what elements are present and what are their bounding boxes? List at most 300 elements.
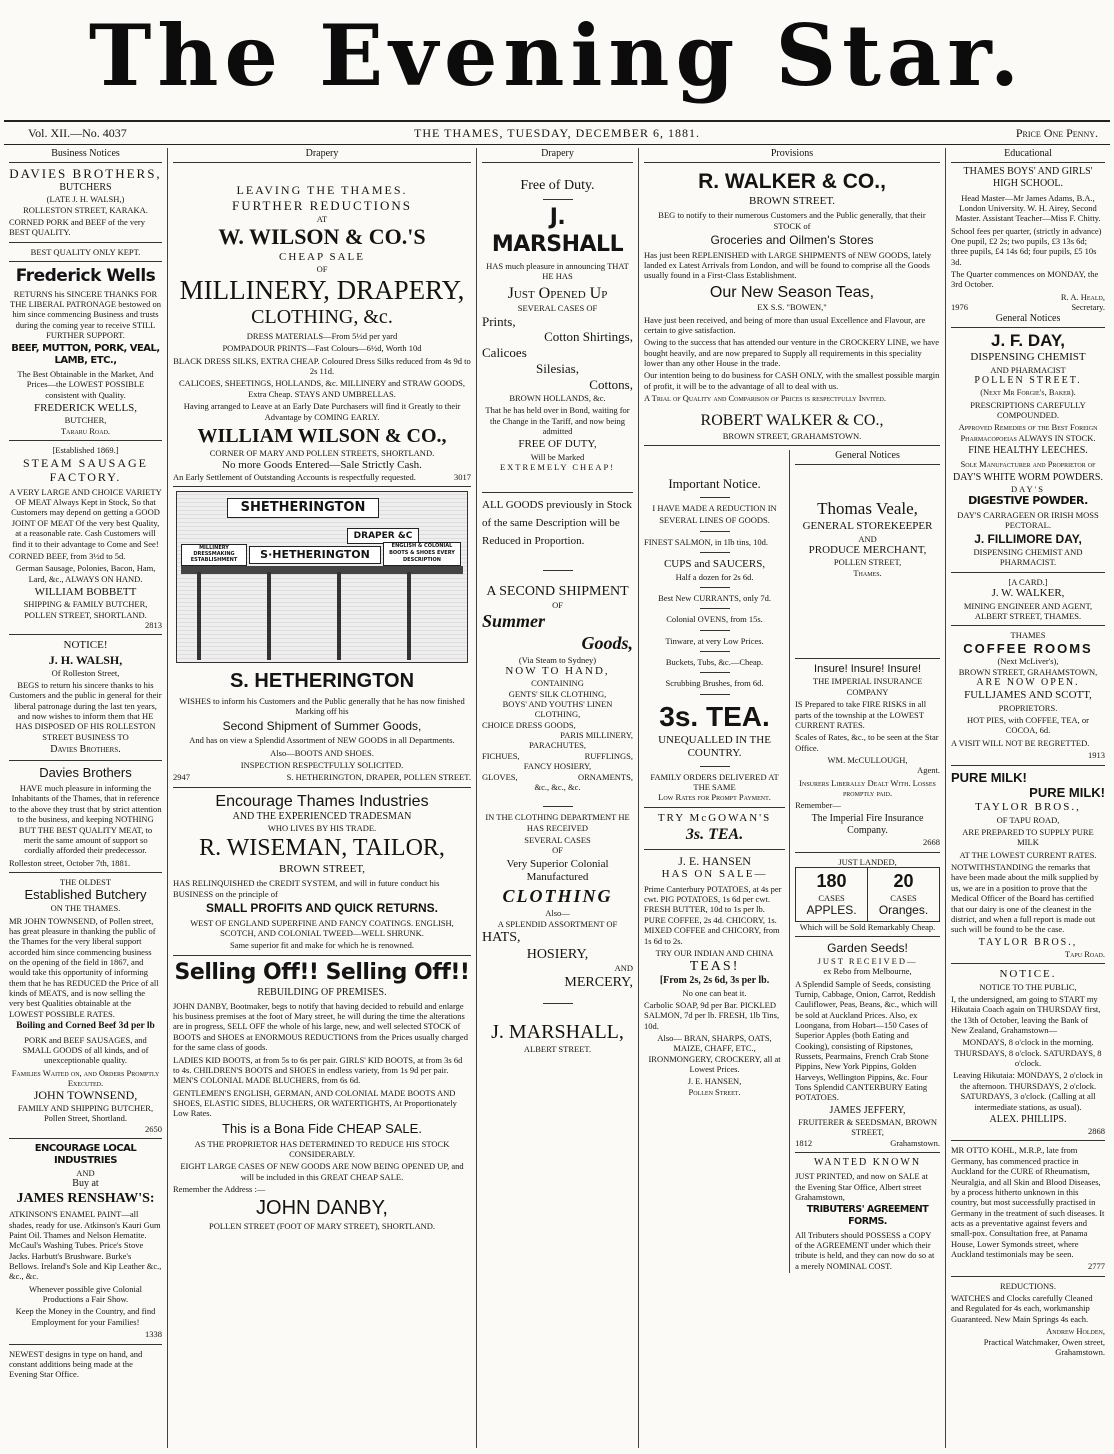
ad-text: INSPECTION RESPECTFULLY SOLICITED. bbox=[240, 759, 404, 770]
store-sign: SHETHERINGTON bbox=[227, 498, 379, 518]
ad-text: Just Opened Up bbox=[507, 284, 608, 302]
ad-text: Davies Brothers. bbox=[50, 744, 121, 756]
ad-text: FAMILY AND SHIPPING BUTCHER, Pollen Street, Shortland. bbox=[17, 1103, 154, 1124]
ad-text: Goods, bbox=[581, 632, 633, 653]
ad-text: AND PHARMACIST bbox=[990, 364, 1066, 375]
ad-text: HAS much pleasure in announcing THAT HE HAS bbox=[486, 260, 629, 282]
ad-text: TRY McGOWAN'S bbox=[657, 811, 772, 824]
ad-text: Established Butchery bbox=[24, 887, 147, 903]
ad-text: J. MARSHALL, bbox=[491, 1020, 624, 1043]
ad-text: 180 bbox=[816, 870, 847, 891]
ad-text: WHO LIVES BY HIS TRADE. bbox=[267, 823, 377, 834]
ad-text: TAYLOR BROS., bbox=[975, 801, 1081, 814]
ad-text: HATS, bbox=[482, 930, 521, 946]
ad-text: Rolleston street, October 7th, 1881. bbox=[9, 857, 131, 868]
ad-text: J. E. HANSEN, bbox=[687, 1076, 742, 1087]
ad-text: BROWN STREET, GRAHAMSTOWN, bbox=[958, 666, 1098, 677]
ad-text: LEAVING THE THAMES. bbox=[236, 183, 408, 198]
fruit-table bbox=[795, 867, 940, 922]
ad-text: Important Notice. bbox=[668, 476, 761, 492]
ad-text: APPLES. bbox=[806, 903, 857, 918]
section-header: Business Notices bbox=[9, 148, 162, 163]
ad-text: DAY'S bbox=[1011, 483, 1045, 494]
ad-text: Groceries and Oilmen's Stores bbox=[710, 232, 874, 247]
ad-text: EXTREMELY CHEAP! bbox=[499, 462, 616, 473]
ad-wells-title: Frederick Wells bbox=[15, 266, 156, 287]
storefront-illustration bbox=[176, 491, 468, 663]
ad-text: Free of Duty. bbox=[520, 178, 595, 194]
ad-text: SMALL PROFITS AND QUICK RETURNS. bbox=[205, 901, 438, 916]
ad-text: JAMES RENSHAW'S: bbox=[16, 1191, 155, 1207]
ad-text: JOHN DANBY, bbox=[256, 1197, 388, 1220]
ad-text: PURE MILK! bbox=[951, 769, 1027, 785]
ad-number: 2868 bbox=[1088, 1126, 1105, 1137]
ad-text: [From 2s, 2s 6d, 3s per lb. bbox=[659, 975, 770, 987]
ad-text: HOSIERY, bbox=[526, 947, 589, 963]
ad-text: NOTICE TO THE PUBLIC, bbox=[979, 981, 1077, 992]
ad-text: (Next McLiver's), bbox=[997, 656, 1059, 667]
ad-walker-title: R. WALKER & CO., bbox=[698, 170, 886, 194]
ad-text: A VERY LARGE AND CHOICE VARIETY OF MEAT Always Kept in Stock, So that Customers may depend on getting a GOOD JOINT OF MEAT Of the very best Quality, at a reasonable rate. Cash Customers will find it to their advantage to Come and See! bbox=[9, 486, 162, 549]
ad-text: Very Superior Colonial Manufactured bbox=[506, 857, 609, 884]
ad-text: BEG to notify to their numerous Customers and the Public generally, that their STOCK of bbox=[658, 210, 926, 231]
ad-text: Scrubbing Brushes, from 6d. bbox=[665, 678, 764, 689]
ad-text: ALL GOODS previously in Stock of the same Description will be Reduced in Proportion. bbox=[482, 499, 632, 547]
ad-text: UNEQUALLED IN THE COUNTRY. bbox=[658, 733, 771, 760]
subcolumn-general-notices bbox=[790, 450, 940, 1273]
ad-text: CUPS and SAUCERS, bbox=[663, 558, 766, 571]
ad-text: HAS ON SALE— bbox=[661, 868, 768, 881]
ad-text: (LATE J. H. WALSH,) bbox=[46, 194, 125, 205]
ad-text: DRESS MATERIALS—From 5½d per yard bbox=[246, 331, 398, 342]
ad-text: 20 bbox=[893, 870, 914, 891]
ad-text: BOYS' AND YOUTHS' LINEN CLOTHING, bbox=[502, 698, 613, 720]
ad-text: BEST QUALITY ONLY KEPT. bbox=[30, 246, 141, 257]
ad-text: [Established 1869.] bbox=[52, 445, 119, 456]
ad-text: GENERAL STOREKEEPER bbox=[802, 520, 933, 533]
ad-text: I, the undersigned, am going to START my Hikutaia Coach again on THURSDAY first, the 13th of October, leaving the Bank of New Zealand, Grahamstown— bbox=[951, 993, 1101, 1036]
ad-text: BROWN STREET, GRAHAMSTOWN. bbox=[722, 430, 862, 441]
ad-text: IN THE CLOTHING DEPARTMENT HE HAS RECEIVED bbox=[485, 812, 630, 833]
ad-text: HOT PIES, with COFFEE, TEA, or COCOA, 6d. bbox=[966, 715, 1089, 736]
ad-text: HAVE much pleasure in informing the Inhabitants of the Thames, that in reference to the above they trust that by strict attention to the business, and keeping NOTHING BUT THE BEST QUALITY MEAT, to merit the same amount of support so cordially afforded their predecessor. bbox=[9, 783, 162, 856]
section-header: General Notices bbox=[951, 313, 1105, 328]
ad-text: Having arranged to Leave at an Early Date Purchasers will find it Greatly to their Advantage by COMING EARLY. bbox=[183, 401, 461, 422]
ad-text: Best New CURRANTS, only 7d. bbox=[658, 592, 771, 603]
ad-text: Grahamstown. bbox=[890, 1137, 940, 1148]
ad-text: TEAS! bbox=[689, 959, 740, 975]
ad-number: 1976 bbox=[951, 302, 968, 313]
store-sign: MILLINERY DRESSMAKING ESTABLISHMENT bbox=[181, 544, 247, 566]
ad-text: ROLLESTON STREET, KARAKA. bbox=[23, 204, 148, 215]
ad-text: Practical Watchmaker, Owen street, Grahamstown. bbox=[983, 1336, 1105, 1357]
ad-text: Pollen Street. bbox=[688, 1086, 741, 1097]
ad-text: Families Waited on, and Orders Promptly Executed. bbox=[11, 1067, 160, 1089]
ad-text: ROBERT WALKER & CO., bbox=[700, 412, 884, 430]
column-educational bbox=[946, 148, 1110, 1450]
ad-text: CLOTHING bbox=[502, 886, 613, 907]
ad-text: Calicoes bbox=[482, 345, 527, 361]
store-sign: S·HETHERINGTON bbox=[249, 546, 381, 564]
ad-text: BLACK DRESS SILKS, EXTRA CHEAP. Coloured Dress Silks reduced from 4s 9d to 2s 11d. bbox=[173, 355, 471, 377]
ad-text: POLLEN STREET (FOOT OF MARY STREET), SHORTLAND. bbox=[208, 1220, 435, 1231]
ad-text: ARE PREPARED TO SUPPLY PURE MILK bbox=[962, 827, 1094, 848]
ad-text: WATCHES and Clocks carefully Cleaned and Regulated for 4s each, workmanship Guaranteed. New Main Springs 4s each. bbox=[951, 1293, 1093, 1324]
ad-text: GENTLEMEN'S ENGLISH, GERMAN, AND COLONIAL MADE BOOTS AND SHOES, ELASTIC SIDES, BLUCHERS, OR WATERTIGHTS, At Proportionately Low Rates. bbox=[173, 1087, 457, 1119]
ad-text: 3s. TEA. bbox=[685, 826, 744, 844]
ad-number: 2777 bbox=[1088, 1261, 1105, 1272]
ad-text: BROWN HOLLANDS, &c. bbox=[509, 392, 606, 403]
ad-text: CONTAINING bbox=[531, 678, 584, 689]
ad-text: POLLEN STREET. bbox=[974, 375, 1082, 387]
ad-number: 2668 bbox=[923, 837, 940, 848]
ad-text: OF bbox=[316, 264, 328, 275]
ad-text: ex Rebo from Melbourne, bbox=[823, 966, 912, 977]
ad-text: OF bbox=[552, 845, 563, 856]
ad-text: S. HETHERINGTON, DRAPER, POLLEN STREET. bbox=[286, 772, 471, 783]
ad-text: RETURNS his SINCERE THANKS FOR THE LIBERAL PATRONAGE bestowed on him since commencing Business and trusts during the coming year to receive STILL FURTHER SUPPORT. bbox=[10, 288, 161, 341]
ad-text: Our intention being to do business for CASH ONLY, with the smallest possible margin of profit, it will be to the advantage of all to deal with us. bbox=[644, 370, 940, 391]
ad-text: PROPRIETORS. bbox=[998, 702, 1058, 713]
ad-text: CASES bbox=[890, 892, 917, 903]
ad-text: Buy at bbox=[72, 1177, 99, 1189]
ad-text: FULLJAMES AND SCOTT, bbox=[964, 689, 1092, 702]
ad-number: 1338 bbox=[145, 1329, 162, 1340]
ad-text: Insure! Insure! Insure! bbox=[814, 663, 922, 676]
ad-text: PARIS MILLINERY, bbox=[560, 730, 633, 741]
ad-text: Keep the Money in the Country, and find Employment for your Families! bbox=[15, 1306, 156, 1327]
ad-text: WM. McCULLOUGH, bbox=[827, 754, 908, 765]
ad-text: Garden Seeds! bbox=[827, 941, 908, 956]
ad-text: CHOICE DRESS GOODS, bbox=[482, 719, 576, 730]
ad-text: J. W. WALKER, bbox=[991, 587, 1065, 600]
ad-wiseman-title: R. WISEMAN, TAILOR, bbox=[199, 834, 445, 861]
ad-wilson-title: W. WILSON & CO.'S bbox=[218, 224, 426, 250]
ad-text: ENCOURAGE LOCAL INDUSTRIES bbox=[34, 1143, 137, 1167]
ad-text: Tapu Road. bbox=[1064, 948, 1105, 959]
ad-text: SEVERAL CASES bbox=[524, 834, 591, 845]
ad-text: PURE MILK! bbox=[1029, 785, 1105, 801]
ad-text: AND THE EXPERIENCED TRADESMAN bbox=[232, 811, 412, 823]
ad-text: J. FILLIMORE DAY, bbox=[974, 532, 1082, 547]
ad-text: Oranges. bbox=[878, 903, 929, 918]
store-sign: DRAPER &C bbox=[347, 528, 419, 544]
ad-text: GENTS' SILK CLOTHING, bbox=[508, 688, 607, 699]
ad-text: EX S.S. "BOWEN," bbox=[757, 302, 827, 313]
ad-text: Also— BRAN, SHARPS, OATS, MAIZE, CHAFF, ETC., IRONMONGERY, CROCKERY, all at Lowest Prices. bbox=[648, 1032, 781, 1075]
ad-text: CHEAP SALE bbox=[279, 250, 365, 263]
ad-text: J. E. HANSEN bbox=[678, 853, 751, 868]
ad-text: POLLEN STREET, bbox=[833, 557, 902, 568]
ad-text: REDUCTIONS. bbox=[1000, 1280, 1056, 1291]
section-header: Provisions bbox=[644, 148, 940, 163]
ad-text: MERCERY, bbox=[564, 974, 633, 990]
ad-text: Will be Marked bbox=[530, 451, 585, 462]
ad-text: Tinware, at very Low Prices. bbox=[665, 635, 764, 646]
ad-text: No more Goods Entered—Sale Strictly Cash. bbox=[222, 458, 422, 471]
ad-text: WILLIAM WILSON & CO., bbox=[197, 424, 447, 447]
ad-text: DISPENSING CHEMIST bbox=[970, 351, 1086, 364]
ad-text: ARE NOW OPEN. bbox=[976, 677, 1080, 689]
ad-text: Also—BOOTS AND SHOES. bbox=[270, 747, 374, 758]
ad-text: Remember the Address :— bbox=[173, 1184, 266, 1194]
ad-text: DAY'S WHITE WORM POWDERS. bbox=[953, 471, 1103, 483]
ad-text: AT bbox=[316, 213, 328, 224]
ad-text: JUST PRINTED, and now on SALE at the Evening Star Office, Albert street Grahamstown, bbox=[795, 1171, 928, 1202]
ad-number: 1913 bbox=[1088, 750, 1105, 761]
ad-text: Secretary. bbox=[1071, 302, 1105, 313]
ad-text: AND bbox=[614, 963, 633, 974]
ad-text: OF bbox=[552, 600, 563, 611]
ad-text: Our New Season Teas, bbox=[709, 283, 875, 301]
section-header: Educational bbox=[951, 148, 1105, 163]
ad-text: JAMES JEFFERY, bbox=[829, 1104, 906, 1116]
ad-number: 2947 bbox=[173, 772, 190, 783]
column-drapery-1 bbox=[168, 148, 476, 1450]
ad-text: ORNAMENTS, bbox=[577, 771, 633, 782]
ad-text: FANCY HOSIERY, bbox=[523, 761, 592, 772]
ad-text: JOHN TOWNSEND, bbox=[33, 1088, 138, 1103]
ad-text: J. H. WALSH, bbox=[48, 652, 123, 667]
ad-text: A Splendid Sample of Seeds, consisting Turnip, Cabbage, Onion, Carrot, Reddish Cauliflower, Peas, Beans, &c., which will be sold at Auckland Prices. Also, ex Loongana, from Hobart—150 Cases of Superior Apples (both Eating and Cooking), consisting of Ripstones, Russets, Pearmains, French Crab Stone Pippins, New York Pippins, Golden Harveys, Wellington Pippins, &c. Four Tons Splendid CANTERBURY Eating POTATOES. bbox=[795, 978, 938, 1103]
ad-text: Thames. bbox=[853, 567, 882, 578]
ad-text: Tararu Road. bbox=[60, 425, 111, 436]
ad-text: ON THE THAMES. bbox=[50, 903, 121, 914]
ad-text: JUST LANDED, bbox=[838, 856, 897, 867]
ad-text: TRY OUR INDIAN AND CHINA bbox=[655, 947, 774, 958]
ad-text: And has on view a Splendid Assortment of NEW GOODS in all Departments. bbox=[189, 735, 455, 746]
ad-text: The Quarter commences on MONDAY, the 3rd October. bbox=[951, 269, 1099, 290]
ad-text: Prime Canterbury POTATOES, at 4s per cwt. PIG POTATOES, 1s 6d per cwt. FRESH BUTTER, 10d to 1s per lb. PURE COFFEE, 2s 4d. CHICORY, 1s. MIXED COFFEE and CHICORY, from 1s 6d to 2s. bbox=[644, 883, 782, 946]
store-sign: ENGLISH & COLONIAL BOOTS & SHOES EVERY DESCRIPTION bbox=[383, 542, 461, 566]
ad-text: AT THE LOWEST CURRENT RATES. bbox=[959, 849, 1097, 860]
ad-text: Low Rates for Prompt Payment. bbox=[658, 792, 771, 803]
ad-text: Have just been received, and being of more than usual Excellence and Flavour, are certain to give satisfaction. bbox=[644, 314, 926, 335]
ad-text: Second Shipment of Summer Goods, bbox=[222, 718, 422, 733]
ad-text: BROWN STREET, bbox=[279, 862, 365, 875]
ad-text: REBUILDING OF PREMISES. bbox=[257, 986, 387, 998]
ad-text: R. A. Heald, bbox=[1060, 291, 1105, 302]
ad-text: THE OLDEST bbox=[59, 876, 112, 887]
ad-text: AND bbox=[76, 1167, 95, 1178]
ad-text: Remember— bbox=[795, 800, 841, 811]
ad-text: JOHN DANBY, Bootmaker, begs to notify that having decided to rebuild and enlarge his business premises at the foot of Mary street, he will during the time the alterations are in progress, SELL OFF the whole of his large, new, and well selected STOCK of BOOTS and SHOES at ENORMOUS REDUCTIONS from the Prices usually charged for the same class of goods. bbox=[173, 1000, 468, 1053]
section-header: Drapery bbox=[173, 148, 471, 163]
ad-text: POMPADOUR PRINTS—Fast Colours—6½d, Worth 10d bbox=[222, 343, 422, 354]
ad-text: PRESCRIPTIONS CAREFULLY COMPOUNDED. bbox=[970, 399, 1086, 421]
ad-text: Head Master—Mr James Adams, B.A., London University. W. H. Airey, Second Master. Assistant Teacher—Miss F. Chitty. bbox=[955, 192, 1101, 224]
ad-text: CORNED PORK and BEEF of the very BEST QUALITY. bbox=[9, 216, 145, 238]
ad-text: WANTED KNOWN bbox=[814, 1157, 922, 1169]
section-header: General Notices bbox=[795, 450, 940, 465]
ad-text: THAMES BOYS' AND GIRLS' HIGH SCHOOL. bbox=[963, 166, 1093, 190]
ad-text: FREE OF DUTY, bbox=[518, 438, 597, 451]
ad-text: OF TAPU ROAD, bbox=[996, 814, 1060, 825]
ad-text: Leaving Hikutaia: MONDAYS, 2 o'clock in the afternoon. THURSDAYS, 2 o'clock. SATURDAYS, 3 o'clock. (Calling at all intermediate stations, as usual). bbox=[953, 1070, 1103, 1112]
ad-text: 3s. TEA. bbox=[659, 700, 770, 732]
ad-text: HAS RELINQUISHED the CREDIT SYSTEM, and will in future conduct his BUSINESS on the principle of bbox=[173, 878, 440, 899]
ad-text: BUTCHERS bbox=[59, 182, 112, 194]
ad-text: RUFFLINGS, bbox=[584, 750, 633, 761]
ad-text: FICHUES, bbox=[482, 750, 520, 761]
ad-text: The Imperial Fire Insurance Company. bbox=[811, 812, 924, 836]
ad-text: NEWEST designs in type on hand, and constant additions being made at the Evening Star Office. bbox=[9, 1348, 143, 1380]
ad-text: JUST RECEIVED— bbox=[817, 955, 918, 966]
ad-text: This is a Bona Fide CHEAP SALE. bbox=[222, 1120, 422, 1136]
ad-text: Cotton Shirtings, bbox=[544, 329, 633, 345]
ad-day-title: J. F. DAY, bbox=[990, 330, 1066, 350]
ad-text: SHIPPING & FAMILY BUTCHER, POLLEN STREET, SHORTLAND. bbox=[23, 599, 148, 620]
ad-text: LADIES KID BOOTS, at from 5s to 6s per pair. GIRLS' KID BOOTS, at from 3s 6d to 4s. CHILDREN'S BOOTS and SHOES in endless variety, from 1s 9d per pair. MEN'S COLONIAL MADE BLUCHERS, from 6s 6d. bbox=[173, 1054, 463, 1086]
ad-text: That he has held over in Bond, waiting for the Change in the Tariff, and now being admitted bbox=[485, 405, 630, 436]
ad-text: Of Rolleston Street, bbox=[51, 667, 120, 678]
ad-text: WILLIAM BOBBETT bbox=[34, 585, 137, 598]
ad-text: ALBERT STREET. bbox=[523, 1044, 592, 1055]
ad-text: NOTICE. bbox=[999, 968, 1057, 981]
ad-text: FINE HEALTHY LEECHES. bbox=[968, 445, 1088, 457]
ad-text: [A CARD.] bbox=[1008, 576, 1048, 587]
column-provisions bbox=[639, 148, 945, 1450]
ad-text: Cottons, bbox=[589, 376, 633, 392]
volume-number: Vol. XII.—No. 4037 bbox=[28, 126, 127, 140]
ad-davies-title: DAVIES BROTHERS, bbox=[9, 166, 162, 182]
ad-veale-title: Thomas Veale, bbox=[817, 499, 918, 519]
column-drapery-2 bbox=[477, 148, 638, 1450]
ad-number: 2813 bbox=[145, 620, 162, 631]
ad-number: 2650 bbox=[145, 1123, 162, 1134]
ad-text: Scales of Rates, &c., to be seen at the Star Office. bbox=[795, 732, 939, 753]
ad-text: MINING ENGINEER AND AGENT, ALBERT STREET, THAMES. bbox=[963, 600, 1093, 621]
ad-text: FURTHER REDUCTIONS bbox=[231, 197, 413, 213]
ad-text: CORNER OF MARY AND POLLEN STREETS, SHORTLAND. bbox=[209, 448, 435, 459]
ad-text: Encourage Thames Industries bbox=[215, 792, 429, 810]
ad-text: Agent. bbox=[917, 765, 940, 776]
ad-text: A Trial of Quality and Comparison of Prices is respectfully Invited. bbox=[644, 393, 886, 404]
ad-text: SEVERAL CASES OF bbox=[517, 303, 598, 314]
ad-text: BUTCHER, bbox=[64, 415, 107, 426]
ad-number: 3017 bbox=[454, 472, 471, 483]
ad-text: All Tributers should POSSESS a COPY of the AGREEMENT under which their tribute is held, and they can now do so at a merely NOMINAL COST. bbox=[795, 1229, 935, 1271]
ad-number: 1812 bbox=[795, 1137, 813, 1148]
ad-text: CASES bbox=[818, 892, 845, 903]
ad-text: DISPENSING CHEMIST AND PHARMACIST. bbox=[973, 547, 1083, 568]
ad-text: Buckets, Tubs, &c.—Cheap. bbox=[665, 657, 764, 668]
ad-text: CLOTHING, &c. bbox=[251, 305, 393, 328]
ad-text: THAMES bbox=[1010, 630, 1046, 641]
ad-hetherington-title: S. HETHERINGTON bbox=[229, 670, 415, 693]
ad-text: NOW TO HAND, bbox=[505, 664, 610, 677]
ad-text: FINEST SALMON, in 1lb tins, 10d. bbox=[644, 536, 769, 547]
ad-marshall-title: J. MARSHALL bbox=[491, 205, 624, 258]
ad-text: German Sausage, Polonies, Bacon, Ham, Lard, &c., ALWAYS ON HAND. bbox=[15, 563, 156, 584]
ad-text: I HAVE MADE A REDUCTION IN bbox=[652, 503, 777, 514]
ad-text: PRODUCE MERCHANT, bbox=[808, 543, 927, 556]
ad-text: FAMILY ORDERS DELIVERED AT THE SAME bbox=[650, 771, 779, 793]
ad-text: THE IMPERIAL INSURANCE COMPANY bbox=[812, 676, 923, 697]
ad-text: EIGHT LARGE CASES OF NEW GOODS ARE NOW BEING OPENED UP, and will be included in this GREAT CHEAP SALE. bbox=[180, 1161, 464, 1182]
ad-text: Approved Remedies of the Best Foreign Pharmacopoeias ALWAYS IN STOCK. bbox=[958, 422, 1098, 443]
ad-text: Silesias, bbox=[536, 361, 579, 377]
ad-text: SEVERAL LINES OF GOODS. bbox=[659, 515, 770, 526]
ad-text: PARACHUTES, bbox=[528, 740, 587, 751]
ad-text: A SECOND SHIPMENT bbox=[486, 584, 629, 600]
ad-text: WEST OF ENGLAND SUPERFINE AND FANCY COATINGS. ENGLISH, SCOTCH, AND COLONIAL TWEED—WELL SHRUNK. bbox=[190, 917, 454, 939]
ad-text: PORK and BEEF SAUSAGES, and SMALL GOODS of all kinds, and of unexceptionable quality. bbox=[22, 1034, 149, 1066]
ad-text: AS THE PROPRIETOR HAS DETERMINED TO REDUCE HIS STOCK CONSIDERABLY. bbox=[194, 1138, 450, 1159]
price: Price One Penny. bbox=[1015, 126, 1098, 140]
column-business-notices bbox=[4, 148, 167, 1450]
ad-text: TRIBUTERS' AGREEMENT FORMS. bbox=[806, 1204, 929, 1227]
ad-text: FREDERICK WELLS, bbox=[33, 402, 138, 415]
ad-text: MR JOHN TOWNSEND, of Pollen street, has great pleasure in thanking the public of the Thames for the very liberal support accorded him since commencing business on the opening of the field in 1867, and would take this opportunity of informing them that he has REDUCED the Price of all kinds of MEATS, and is now selling the very best Qualities obtainable at the LOWEST POSSIBLE RATES. bbox=[9, 915, 159, 1019]
ad-text: WISHES to inform his Customers and the Public generally that he has now finished Marking off his bbox=[179, 695, 465, 717]
masthead-title: The Evening Star. bbox=[88, 6, 1026, 105]
ad-text: NOTWITHSTANDING the remarks that have been made about the milk supplied by us, we are in a position to prove that the Medical Officer of the Board has certified that our dairy is one of the cleanest in the district, and when a full report is made out such will be found to be the case. bbox=[951, 862, 1099, 935]
ad-text: DIGESTIVE POWDER. bbox=[968, 494, 1088, 508]
ad-text: Insurers Liberally Dealt With. Losses promptly paid. bbox=[799, 777, 936, 799]
ad-text: BEGS to return his sincere thanks to his Customers and the public in general for their liberal patronage during the last ten years, and now wishes to inform them that HE HAS DISPOSED OF HIS ROLLESTON STREET BUSINESS TO bbox=[9, 679, 162, 742]
ad-text: &c., &c., &c. bbox=[534, 781, 581, 792]
ad-text: Same superior fit and make for which he is renowned. bbox=[229, 940, 415, 951]
ad-text: MR OTTO KOHL, M.R.P., late from Germany, has commenced practice in Auckland for the CURE of Rheumatism, Neuralgia, and all Skin and Blood Diseases, by a process hitherto unknown in this country, but most successfully practised in Germany in the treatment of such diseases. It acts as a preventative against fevers and small-pox. Consultation free, at Panama House, Lower Symonds street, where Auckland testimonials may be seen. bbox=[951, 1145, 1105, 1260]
ad-text: Sole Manufacturer and Proprietor of bbox=[960, 459, 1096, 470]
ad-text: CORNED BEEF, from 3½d to 5d. bbox=[9, 550, 126, 561]
ad-text: Summer bbox=[482, 610, 546, 631]
ad-text: CALICOES, SHEETINGS, HOLLANDS, &c. MILLINERY and STRAW GOODS, Extra Cheap. STAYS AND UMBRELLAS. bbox=[179, 378, 465, 399]
ad-text: Half a dozen for 2s 6d. bbox=[675, 571, 754, 582]
ad-text: Andrew Holden, bbox=[1046, 1326, 1105, 1337]
ad-text: ALEX. PHILLIPS. bbox=[989, 1113, 1067, 1125]
ad-text: Also— bbox=[545, 908, 570, 919]
ad-text: Prints, bbox=[482, 313, 516, 329]
ad-text: TAYLOR BROS., bbox=[978, 936, 1078, 948]
ad-text: School fees per quarter, (strictly in advance) One pupil, £2 2s; two pupils, £3 13s 6d; three pupils, £4 14s 6d; four pupils, £5 10s 3d. bbox=[951, 225, 1102, 267]
ad-text: ATKINSON'S ENAMEL PAINT—all shades, ready for use. Atkinson's Kauri Gum Paint Oil. Thames and Nelson Hematite. McCaul's Washing Tubes. Price's Stove Jacks. Harbutt's Brushware. Burke's Bellows. Ireland's Sole and Kip Leather &c., &c., &c. bbox=[9, 1209, 162, 1282]
ad-text: Colonial OVENS, from 15s. bbox=[666, 614, 763, 625]
ad-text: DAY'S CARRAGEEN OR IRISH MOSS PECTORAL. bbox=[957, 509, 1099, 531]
ad-text: GLOVES, bbox=[482, 771, 518, 782]
ad-text: (Via Steam to Sydney) bbox=[518, 654, 597, 665]
ad-text: Which will be Sold Remarkably Cheap. bbox=[799, 921, 936, 932]
dateline bbox=[4, 120, 1110, 145]
ad-text: COFFEE ROOMS bbox=[963, 640, 1093, 656]
place-date: THE THAMES, TUESDAY, DECEMBER 6, 1881. bbox=[414, 126, 700, 140]
ad-text: Boiling and Corned Beef 3d per lb bbox=[16, 1021, 155, 1032]
section-header: Drapery bbox=[482, 148, 633, 163]
ad-selling-off-title: Selling Off!! Selling Off!! bbox=[174, 959, 470, 985]
ad-text: No one can beat it. bbox=[682, 987, 747, 998]
ad-text: Carbolic SOAP, 9d per Bar. PICKLED SALMON, 7d per lb. FRESH, 1lb Tins, 10d. bbox=[644, 999, 780, 1031]
ad-steam-title: STEAM SAUSAGE FACTORY. bbox=[22, 455, 148, 485]
ad-text: Whenever possible give Colonial Productions a Fair Show. bbox=[28, 1283, 143, 1305]
ad-text: MILLINERY, DRAPERY, bbox=[179, 274, 465, 305]
subcolumn-provisions bbox=[644, 450, 790, 1273]
ad-text: The Best Obtainable in the Market, And Prices—the LOWEST POSSIBLE consistent with Quality. bbox=[17, 368, 154, 400]
ad-text: IS Prepared to take FIRE RISKS in all parts of the township at the LOWEST CURRENT RATES. bbox=[795, 699, 927, 730]
ad-text: FRUITERER & SEEDSMAN, BROWN STREET, bbox=[798, 1117, 937, 1138]
ad-text: Davies Brothers bbox=[39, 765, 132, 781]
ad-text: MONDAYS, 8 o'clock in the morning. THURSDAYS, 8 o'clock. SATURDAYS, 8 o'clock. bbox=[954, 1037, 1102, 1069]
ad-text: (Next Mr Forgie's, Baker). bbox=[980, 387, 1076, 398]
ad-text: NOTICE! bbox=[63, 639, 108, 652]
ad-text: AND bbox=[858, 533, 877, 544]
ad-text: An Early Settlement of Outstanding Accounts is respectfully requested. bbox=[173, 472, 416, 483]
ad-text: Has just been REPLENISHED with LARGE SHIPMENTS of NEW GOODS, lately landed ex Latest Arrivals from London, and will be found to comprise all the Goods usually found in a First-Class Establishment. bbox=[644, 249, 932, 281]
ad-text: BEEF, MUTTON, PORK, VEAL, LAMB, ETC., bbox=[11, 342, 160, 366]
ad-text: Owing to the success that has attended our venture in the CROCKERY LINE, we have bought heavily, and are now prepared to Supply all requirements in this speciality lower than any other House in the trade. bbox=[644, 337, 939, 368]
ad-text: A VISIT WILL NOT BE REGRETTED. bbox=[951, 737, 1090, 748]
ad-text: BROWN STREET. bbox=[749, 194, 835, 207]
